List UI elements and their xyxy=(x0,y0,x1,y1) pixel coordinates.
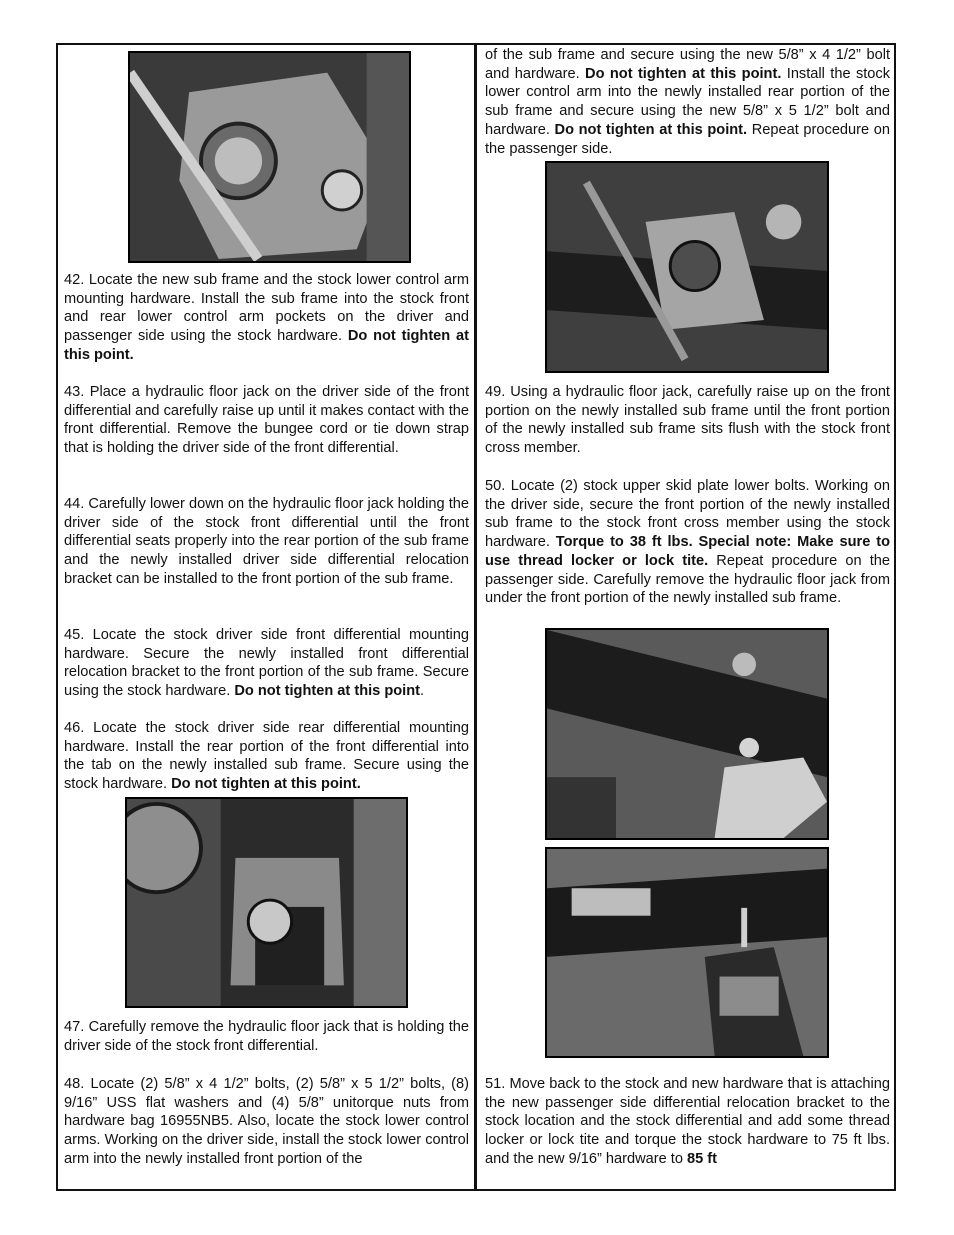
step-50: 50. Locate (2) stock upper skid plate lower bolts. Working on the driver side, secure the front portion of the newly installed sub frame to the stock front cross member using the stock hardware. Torque to 38 ft lbs. Special note: Make sure to use thread locker or lock tite. Repeat procedure on the passenger side. Carefully remove the hydraulic floor jack from under the front portion of the newly installed sub frame. xyxy=(485,478,891,607)
step-48: 48. Locate (2) 5/8” x 4 1/2” bolts, (2) 5/8” x 5 1/2” bolts, (8) 9/16” USS flat washers and (4) 5/8” unitorque nuts from hardware bag 16955NB5. Also, locate the stock lower control arms. Working on the driver side, install the stock lower control arm into the newly installed front portion of the xyxy=(64,1076,469,1167)
photo-differential-strapped xyxy=(128,51,411,263)
photo-sub-frame-installed xyxy=(545,161,829,373)
step-43: 43. Place a hydraulic floor jack on the driver side of the front differential and carefully raise up until it makes contact with the front differential. Remove the bungee cord or tie down strap that is holding the driver side of the front differential. xyxy=(64,384,469,457)
step-49: 49. Using a hydraulic floor jack, carefully raise up on the front portion on the newly installed sub frame until the front portion of the newly installed sub frame sits flush with the stock front cross member. xyxy=(485,384,890,457)
step-47: 47. Carefully remove the hydraulic floor jack that is holding the driver side of the stock front differential. xyxy=(64,1019,469,1054)
step-45: 45. Locate the stock driver side front differential mounting hardware. Secure the newly installed front differential relocation bracket to the front portion of the sub frame. Secure using the stock hardware. Do not tighten at this point. xyxy=(64,627,469,700)
step-42: 42. Locate the new sub frame and the stock lower control arm mounting hardware. Install the sub frame into the stock front and rear lower control arm pockets on the driver and passenger side using the stock hardware. Do not tighten at this point. xyxy=(64,272,469,363)
photo-skid-plate-bolt xyxy=(545,628,829,840)
photo-impact-wrench xyxy=(545,847,829,1058)
column-divider xyxy=(474,43,477,1191)
step-46: 46. Locate the stock driver side rear differential mounting hardware. Install the rear portion of the front differential into the tab on the newly installed sub frame. Secure using the stock hardware. Do not tighten at this point. xyxy=(64,720,469,793)
step-51: 51. Move back to the stock and new hardware that is attaching the new passenger side differential relocation bracket to the stock location and the stock differential and add some thread locker or lock tite and torque the stock hardware to 75 ft lbs. and the new 9/16” hardware to 85 ft xyxy=(485,1076,890,1167)
photo-relocation-bracket xyxy=(125,797,408,1008)
step-48-continued: of the sub frame and secure using the new 5/8” x 4 1/2” bolt and hardware. Do not tighten at this point. Install the stock lower control arm into the newly installed rear portion of the sub frame and secure using the new 5/8” x 5 1/2” bolt and hardware. Do not tighten at this point. Repeat procedure on the passenger side. xyxy=(485,47,891,157)
step-44: 44. Carefully lower down on the hydraulic floor jack holding the driver side of the stock front differential until the front differential seats properly into the rear portion of the sub frame and the newly installed driver side differential relocation bracket can be installed to the front portion of the sub frame. xyxy=(64,496,469,587)
